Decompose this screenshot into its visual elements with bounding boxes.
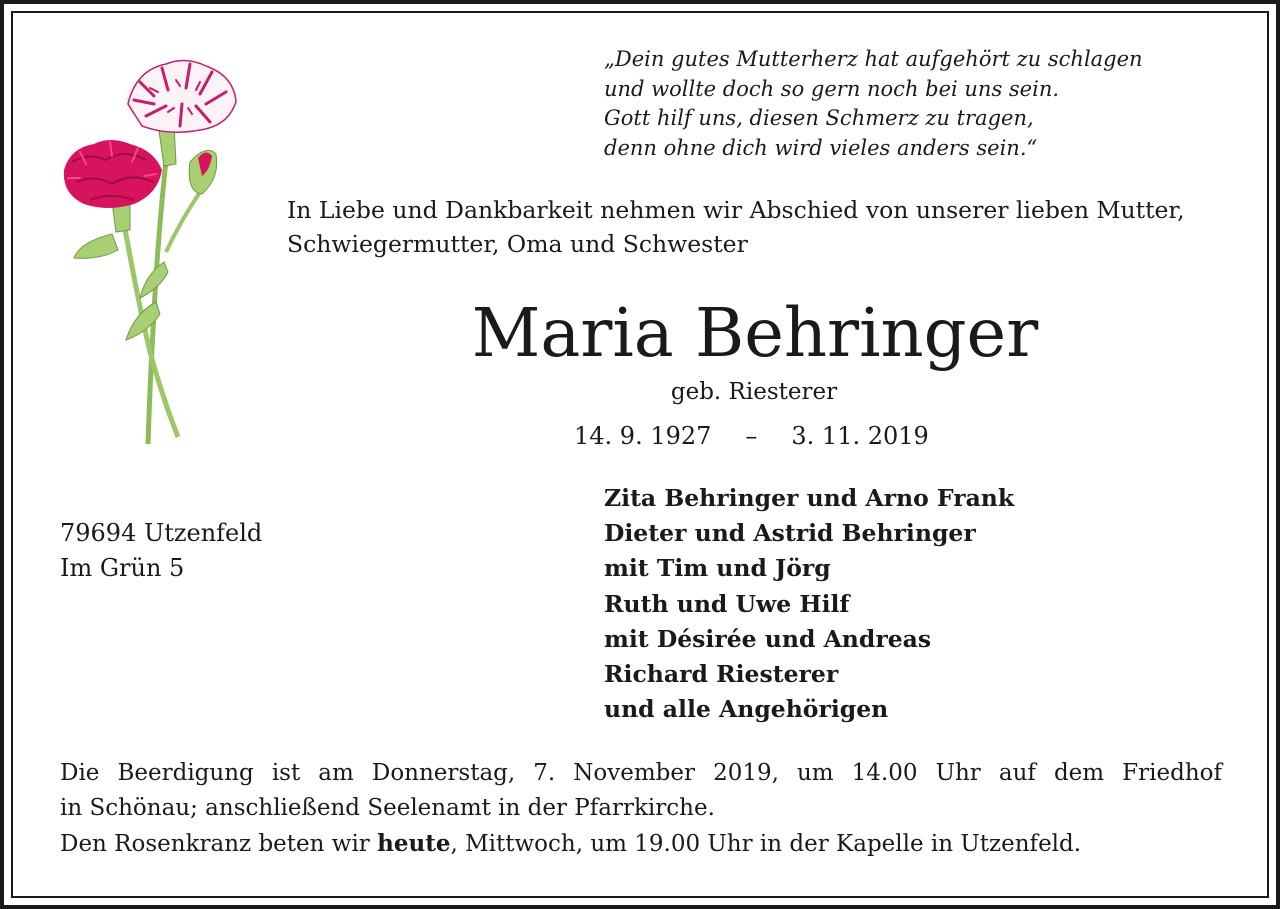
family-address — [60, 516, 262, 586]
funeral-line: Die Beerdigung ist am Donnerstag, 7. November 2019, um 14.00 Uhr auf dem Friedhof — [60, 760, 1222, 786]
date-dash: – — [745, 422, 758, 450]
mourners-list — [604, 481, 1014, 727]
mourner-line: mit Tim und Jörg — [604, 554, 831, 583]
death-date: 3. 11. 2019 — [791, 422, 929, 450]
poem-line: Gott hilf uns, diesen Schmerz zu tragen, — [604, 106, 1034, 130]
address-line: 79694 Utzenfeld — [60, 519, 263, 547]
birth-name: geb. Riesterer — [670, 379, 838, 405]
mourner-line: Richard Riesterer — [604, 660, 839, 689]
memorial-poem — [604, 45, 1143, 163]
farewell-intro — [287, 193, 1185, 261]
mourner-line: Ruth und Uwe Hilf — [604, 589, 850, 618]
funeral-line: in Schönau; anschließend Seelenamt in der Pfarrkirche. — [60, 795, 715, 821]
rosary-text: Den Rosenkranz beten wir — [60, 831, 378, 857]
address-line: Im Grün 5 — [60, 554, 185, 582]
rosary-emphasis: heute — [377, 830, 451, 857]
birth-date: 14. 9. 1927 — [574, 422, 712, 450]
rosary-line — [60, 826, 1222, 862]
funeral-details — [60, 756, 1222, 862]
mourner-line: Zita Behringer und Arno Frank — [604, 484, 1015, 512]
life-dates — [574, 419, 929, 453]
mourner-line: mit Désirée und Andreas — [604, 624, 932, 653]
mourner-line: und alle Angehörigen — [604, 695, 889, 724]
poem-line: „Dein gutes Mutterherz hat aufgehört zu schlagen — [604, 47, 1143, 71]
intro-line: Schwiegermutter, Oma und Schwester — [287, 230, 748, 258]
deceased-name: Maria Behringer — [471, 294, 1039, 372]
intro-line: In Liebe und Dankbarkeit nehmen wir Abschied von unserer lieben Mutter, — [287, 196, 1185, 224]
mourner-line: Dieter und Astrid Behringer — [604, 519, 976, 548]
rosary-text: , Mittwoch, um 19.00 Uhr in der Kapelle in Utzenfeld. — [450, 831, 1082, 857]
poem-line: denn ohne dich wird vieles anders sein.“ — [604, 135, 1038, 160]
poem-line: und wollte doch so gern noch bei uns sein. — [604, 76, 1060, 101]
